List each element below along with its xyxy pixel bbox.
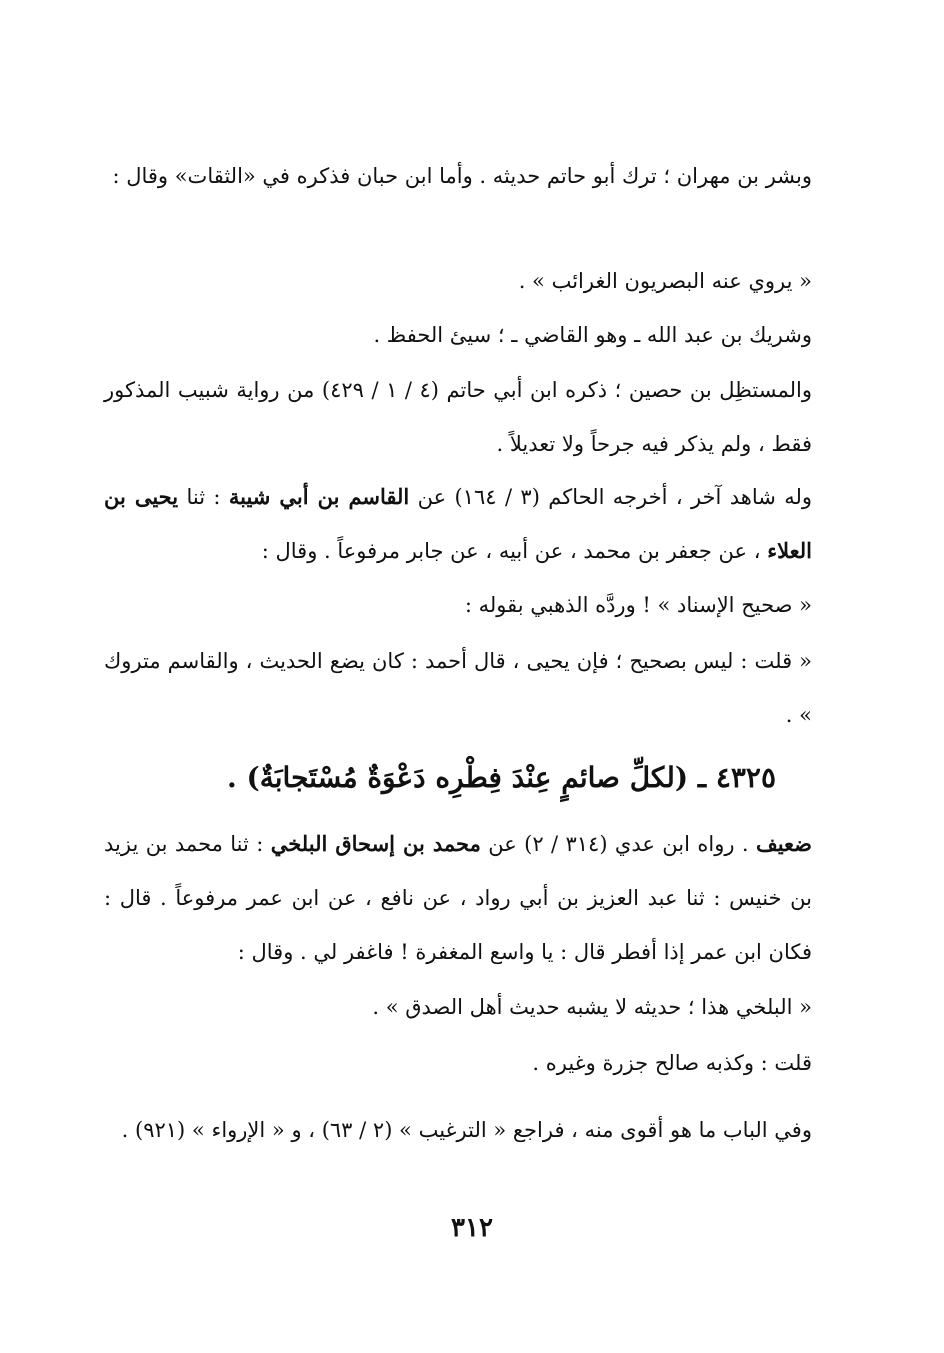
paragraph-takhrij	[104, 817, 812, 979]
shahid-text-3: ، عن جعفر بن محمد ، عن أبيه ، عن جابر مرفوعاً . وقال :	[261, 539, 768, 563]
narrator-qasim: القاسم بن أبي شيبة	[228, 484, 410, 509]
paragraph-shahid	[104, 470, 812, 578]
takhrij-text-2: : ثنا محمد بن يزيد بن خنيس : ثنا عبد العزيز بن أبي رواد ، عن نافع ، عن ابن عمر مرفوعاً . قال : فكان ابن عمر إذا أفطر قال : يا واسع المغفرة ! فاغفر لي . وقال :	[104, 832, 812, 964]
paragraph-mustazil: والمستظِل بن حصين ؛ ذكره ابن أبي حاتم (٤ / ١ / ٤٢٩) من رواية شبيب المذكور فقط ، ولم يذكر فيه جرحاً ولا تعديلاً .	[104, 378, 812, 456]
narrator-yahya: يحيى بن العلاء	[104, 484, 812, 563]
page-number: ٣١٢	[451, 1213, 493, 1243]
shahid-text-2: : ثنا	[178, 485, 229, 509]
shahid-text-1: وله شاهد آخر ، أخرجه الحاكم (٣ / ١٦٤) عن	[409, 485, 813, 509]
paragraph-balkhi-quote: « البلخي هذا ؛ حديثه لا يشبه حديث أهل الصدق » .	[372, 995, 812, 1019]
paragraph-dhahabi-reply: « قلت : ليس بصحيح ؛ فإن يحيى ، قال أحمد : كان يضع الحديث ، والقاسم متروك » .	[104, 649, 812, 727]
paragraph-sahih-isnad: « صحيح الإسناد » ! وردَّه الذهبي بقوله :	[464, 593, 812, 617]
paragraph-bishr: وبشر بن مهران ؛ ترك أبو حاتم حديثه . وأما ابن حبان فذكره في «الثقات» وقال :	[112, 164, 812, 188]
grade-daif: ضعيف	[755, 831, 812, 856]
paragraph-quote-basriyun: « يروي عنه البصريون الغرائب » .	[518, 269, 812, 293]
narrator-balkhi: محمد بن إسحاق البلخي	[270, 831, 481, 856]
takhrij-text-1: . رواه ابن عدي (٣١٤ / ٢) عن	[480, 832, 756, 856]
paragraph-salih-jazara: قلت : وكذبه صالح جزرة وغيره .	[532, 1051, 812, 1075]
paragraph-sharik: وشريك بن عبد الله ـ وهو القاضي ـ ؛ سيئ الحفظ .	[373, 323, 812, 347]
hadith-heading: ٤٣٢٥ ـ (لكلِّ صائمٍ عِنْدَ فِطْرِه دَعْوَةٌ مُسْتَجابَةٌ) .	[227, 761, 776, 794]
paragraph-references: وفي الباب ما هو أقوى منه ، فراجع « الترغيب » (٢ / ٦٣) ، و « الإرواء » (٩٢١) .	[121, 1118, 812, 1142]
